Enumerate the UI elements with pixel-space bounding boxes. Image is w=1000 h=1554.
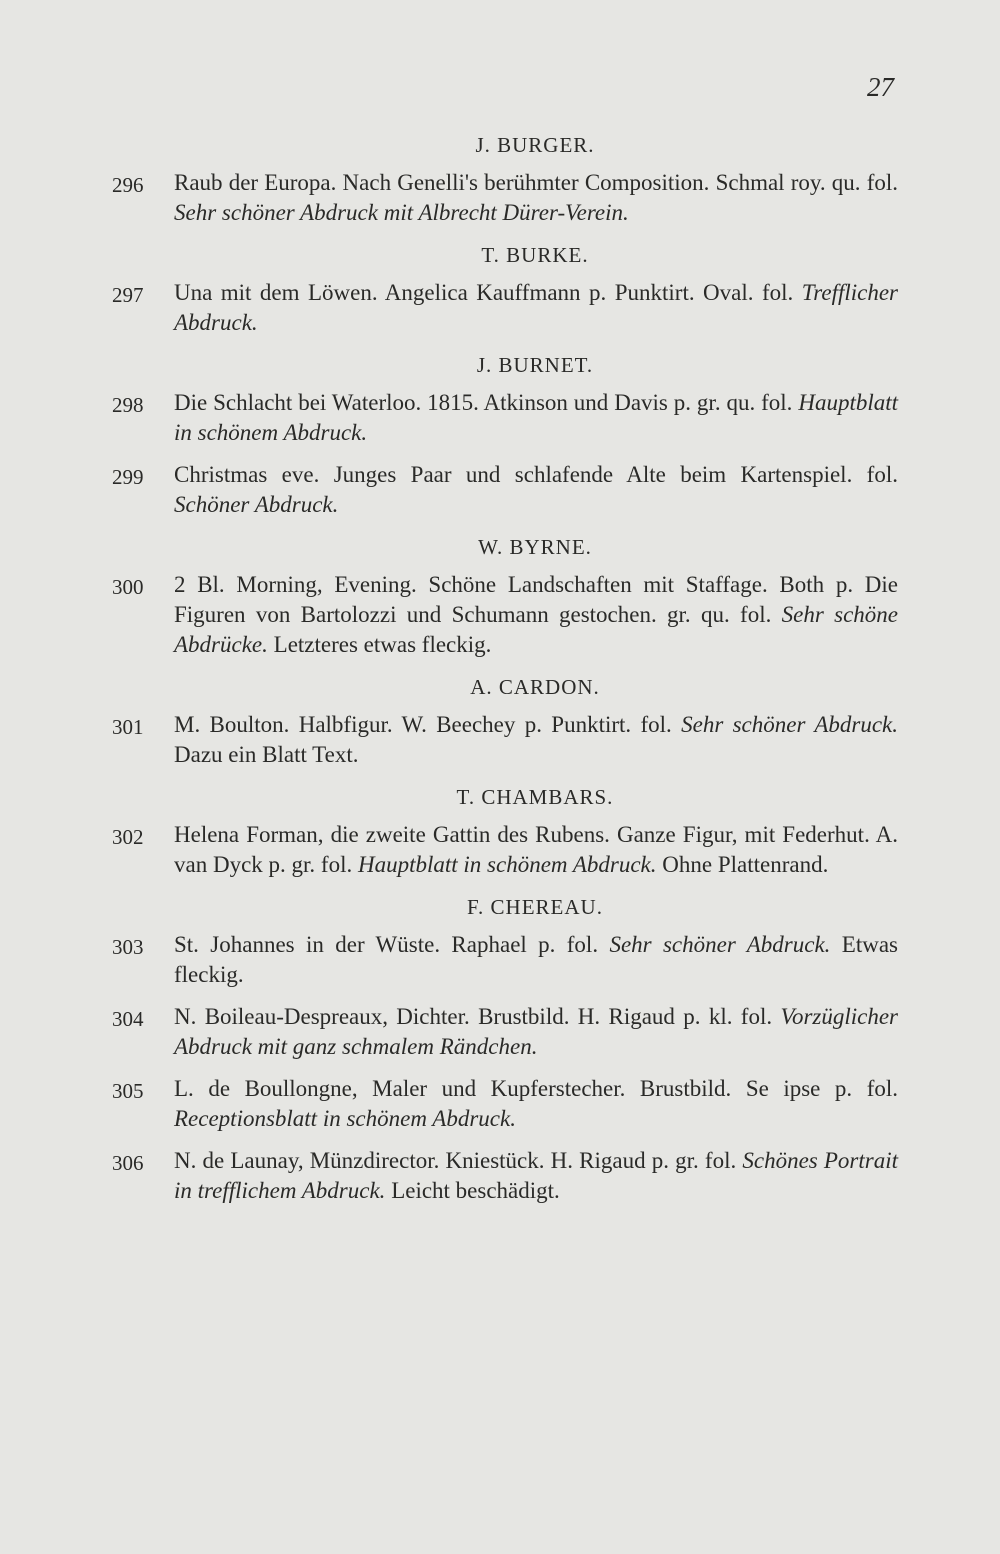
entry-condition: Sehr schöne Abdrücke. (174, 602, 898, 657)
page-number: 27 (867, 72, 894, 102)
artist-heading: T. BURKE. (481, 243, 589, 267)
entry-condition: Schönes Portrait in trefflichem Abdruck. (174, 1148, 898, 1203)
entry-number: 299 (112, 465, 144, 489)
catalog-content (112, 130, 898, 1218)
entry-number: 300 (112, 575, 144, 599)
entry-description: Die Schlacht bei Waterloo. 1815. Atkinson und Davis p. gr. qu. fol. (174, 390, 799, 415)
entry-description: St. Johannes in der Wüste. Raphael p. fol. (174, 932, 610, 957)
entry-description: L. de Boullongne, Maler und Kupferstecher. Brustbild. Se ipse p. fol. (174, 1076, 898, 1101)
catalog-entry (112, 930, 898, 990)
entry-condition: Sehr schöner Abdruck mit Albrecht Dürer-Verein. (174, 200, 629, 225)
catalog-entry (112, 168, 898, 228)
catalog-entry (112, 1074, 898, 1134)
entry-number: 303 (112, 935, 144, 959)
entry-description: N. Boileau-Despreaux, Dichter. Brustbild. H. Rigaud p. kl. fol. (174, 1004, 781, 1029)
entry-condition: Trefflicher Abdruck. (174, 280, 898, 335)
entry-number: 297 (112, 283, 144, 307)
entry-number: 302 (112, 825, 144, 849)
catalog-entry (112, 1146, 898, 1206)
artist-heading: A. CARDON. (470, 675, 600, 699)
catalog-entry (112, 570, 898, 660)
entry-description: N. de Launay, Münzdirector. Kniestück. H. Rigaud p. gr. fol. (174, 1148, 743, 1173)
entry-description: 2 Bl. Morning, Evening. Schöne Landschaften mit Staffage. Both p. Die Figuren von Bartolozzi und Schumann gestochen. gr. qu. fol. (174, 572, 898, 627)
entry-number: 304 (112, 1007, 144, 1031)
catalog-entry (112, 460, 898, 520)
entry-description: M. Boulton. Halbfigur. W. Beechey p. Punktirt. fol. (174, 712, 682, 737)
entry-condition: Hauptblatt in schönem Abdruck. (174, 390, 898, 445)
catalog-entry (112, 820, 898, 880)
entry-condition: Sehr schöner Abdruck. (681, 712, 898, 737)
entry-description: Raub der Europa. Nach Genelli's berühmter Composition. Schmal roy. qu. fol. (174, 170, 898, 195)
artist-heading: J. BURGER. (475, 133, 595, 157)
catalog-entry (112, 388, 898, 448)
catalog-entry (112, 1002, 898, 1062)
entry-note: Ohne Plattenrand. (656, 852, 829, 877)
entry-description: Helena Forman, die zweite Gattin des Rubens. Ganze Figur, mit Federhut. A. van Dyck p. gr. fol. (174, 822, 898, 877)
artist-heading: T. CHAMBARS. (456, 785, 614, 809)
entry-number: 305 (112, 1079, 144, 1103)
entry-note: Etwas fleckig. (174, 932, 898, 987)
artist-heading: F. CHEREAU. (467, 895, 603, 919)
entry-number: 306 (112, 1151, 144, 1175)
entry-note: Dazu ein Blatt Text. (174, 742, 359, 767)
entry-condition: Schöner Abdruck. (174, 492, 339, 517)
entry-condition: Receptionsblatt in schönem Abdruck. (174, 1106, 516, 1131)
entry-note: Letzteres etwas fleckig. (267, 632, 492, 657)
entry-condition: Vorzüglicher Abdruck mit ganz schmalem Rändchen. (174, 1004, 898, 1059)
entry-note: Leicht beschädigt. (385, 1178, 560, 1203)
artist-heading: J. BURNET. (476, 353, 594, 377)
artist-heading: W. BYRNE. (478, 535, 592, 559)
entry-description: Una mit dem Löwen. Angelica Kauffmann p. Punktirt. Oval. fol. (174, 280, 802, 305)
entry-condition: Hauptblatt in schönem Abdruck. (357, 852, 657, 877)
entry-description: Christmas eve. Junges Paar und schlafende Alte beim Kartenspiel. fol. (174, 462, 898, 487)
entry-number: 298 (112, 393, 144, 417)
entry-condition: Sehr schöner Abdruck. (609, 932, 831, 957)
catalog-entry (112, 710, 898, 770)
entry-number: 301 (112, 715, 144, 739)
catalog-entry (112, 278, 898, 338)
entry-number: 296 (112, 173, 144, 197)
